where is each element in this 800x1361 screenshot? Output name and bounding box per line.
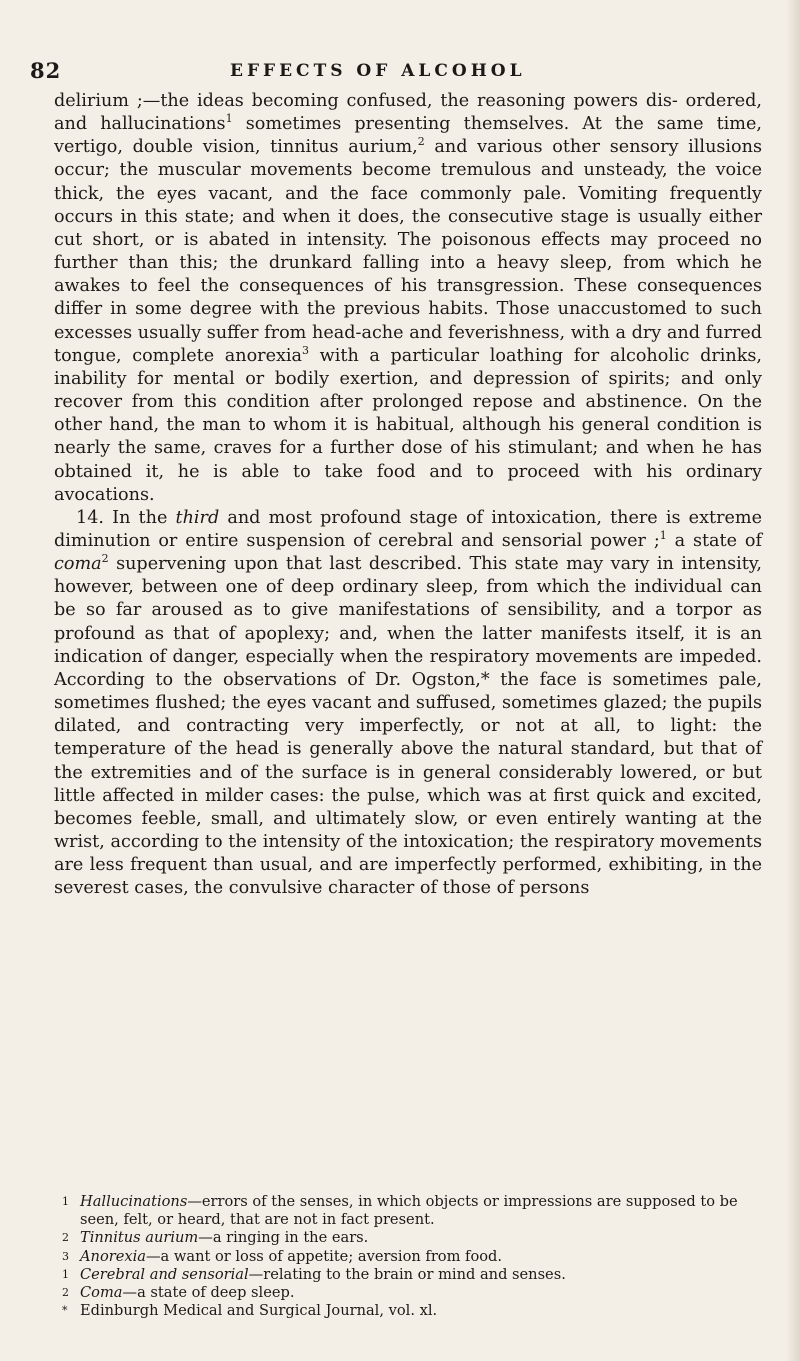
footnote: * Edinburgh Medical and Surgical Journal, vol. xl. — [62, 1302, 438, 1320]
footnote-ref: 2 — [101, 552, 109, 566]
footnote-ref: 1 — [659, 529, 667, 543]
italic-term: third — [175, 507, 220, 528]
footnotes — [62, 1193, 762, 1320]
body-text — [54, 90, 762, 900]
footnote-ref: 1 — [225, 112, 233, 126]
page-edge-shadow — [786, 0, 800, 1361]
page-header — [30, 58, 770, 84]
footnote: 2 Tinnitus aurium—a ringing in the ears. — [62, 1229, 369, 1247]
paragraph-third-stage: 14. In the third and most profound stage of intoxication, there is extreme diminution or entire suspension of cerebral and sensorial power ;$^1$ a state of coma$^2$ supervening upon that last described. This state may vary in intensity, however, between one of deep ordinary sleep, from which the individual can be so far aroused as to give manifestations of sensibility, and a torpor as profound as that of apoplexy; and, when the latter manifests itself, it is an indication of danger, especially when the respiratory movements are impeded. According to the observations of Dr. Ogston,* the face is sometimes pale, sometimes flushed; the eyes vacant and suffused, sometimes glazed; the pupils dilated, and contracting very imperfectly, or not at all, to light: the temperature of the head is generally above the natural standard, but that of the extremities and of the surface is in general considerably lowered, or but little affected in milder cases: the pulse, which was at first quick and excited, becomes feeble, small, and ultimately slow, or even entirely wanting at the wrist, according to the intensity of the intoxication; the respiratory movements are less frequent than usual, and are imperfectly performed, exhibiting, in the severest cases, the convulsive character of those of persons — [54, 507, 762, 899]
footnote-ref: 3 — [302, 343, 310, 357]
italic-term: coma — [54, 554, 102, 575]
running-head: EFFECTS OF ALCOHOL — [230, 61, 526, 81]
footnote: 2 Coma—a state of deep sleep. — [62, 1284, 295, 1302]
paragraph-delirium: delirium ;—the ideas becoming confused, the reasoning powers dis- ordered, and hallucinations$^1$ sometimes presenting themselves. At the same time, vertigo, double vision, tinnitus aurium,$^2$ and various other sensory illusions occur; the muscular movements become tremulous and unsteady, the voice thick, the eyes vacant, and the face commonly pale. Vomiting frequently occurs in this state; and when it does, the consecutive stage is usually either cut short, or is abated in intensity. The poisonous effects may proceed no further than this; the drunkard falling into a heavy sleep, from which he awakes to feel the consequences of his transgression. These consequences differ in some degree with the previous habits. Those unaccustomed to such excesses usually suffer from head-ache and feverishness, with a dry and furred tongue, complete anorexia$^3$ with a particular loathing for alcoholic drinks, inability for mental or bodily exertion, and depression of spirits; and only recover from this condition after prolonged repose and abstinence. On the other hand, the man to whom it is habitual, although his general condition is nearly the same, craves for a further dose of his stimulant; and when he has obtained it, he is able to take food and to proceed with his ordinary avocations. — [54, 91, 763, 505]
footnote: 1 Cerebral and sensorial—relating to the brain or mind and senses. — [62, 1265, 566, 1283]
footnote: 1 Hallucinations—errors of the senses, in which objects or impressions are supposed to be seen, felt, or heard, that are not in fact present. — [62, 1193, 738, 1229]
footnote: 3 Anorexia—a want or loss of appetite; aversion from food. — [62, 1247, 503, 1265]
page-number: 82 — [30, 58, 62, 83]
footnote-ref: 2 — [417, 135, 425, 149]
